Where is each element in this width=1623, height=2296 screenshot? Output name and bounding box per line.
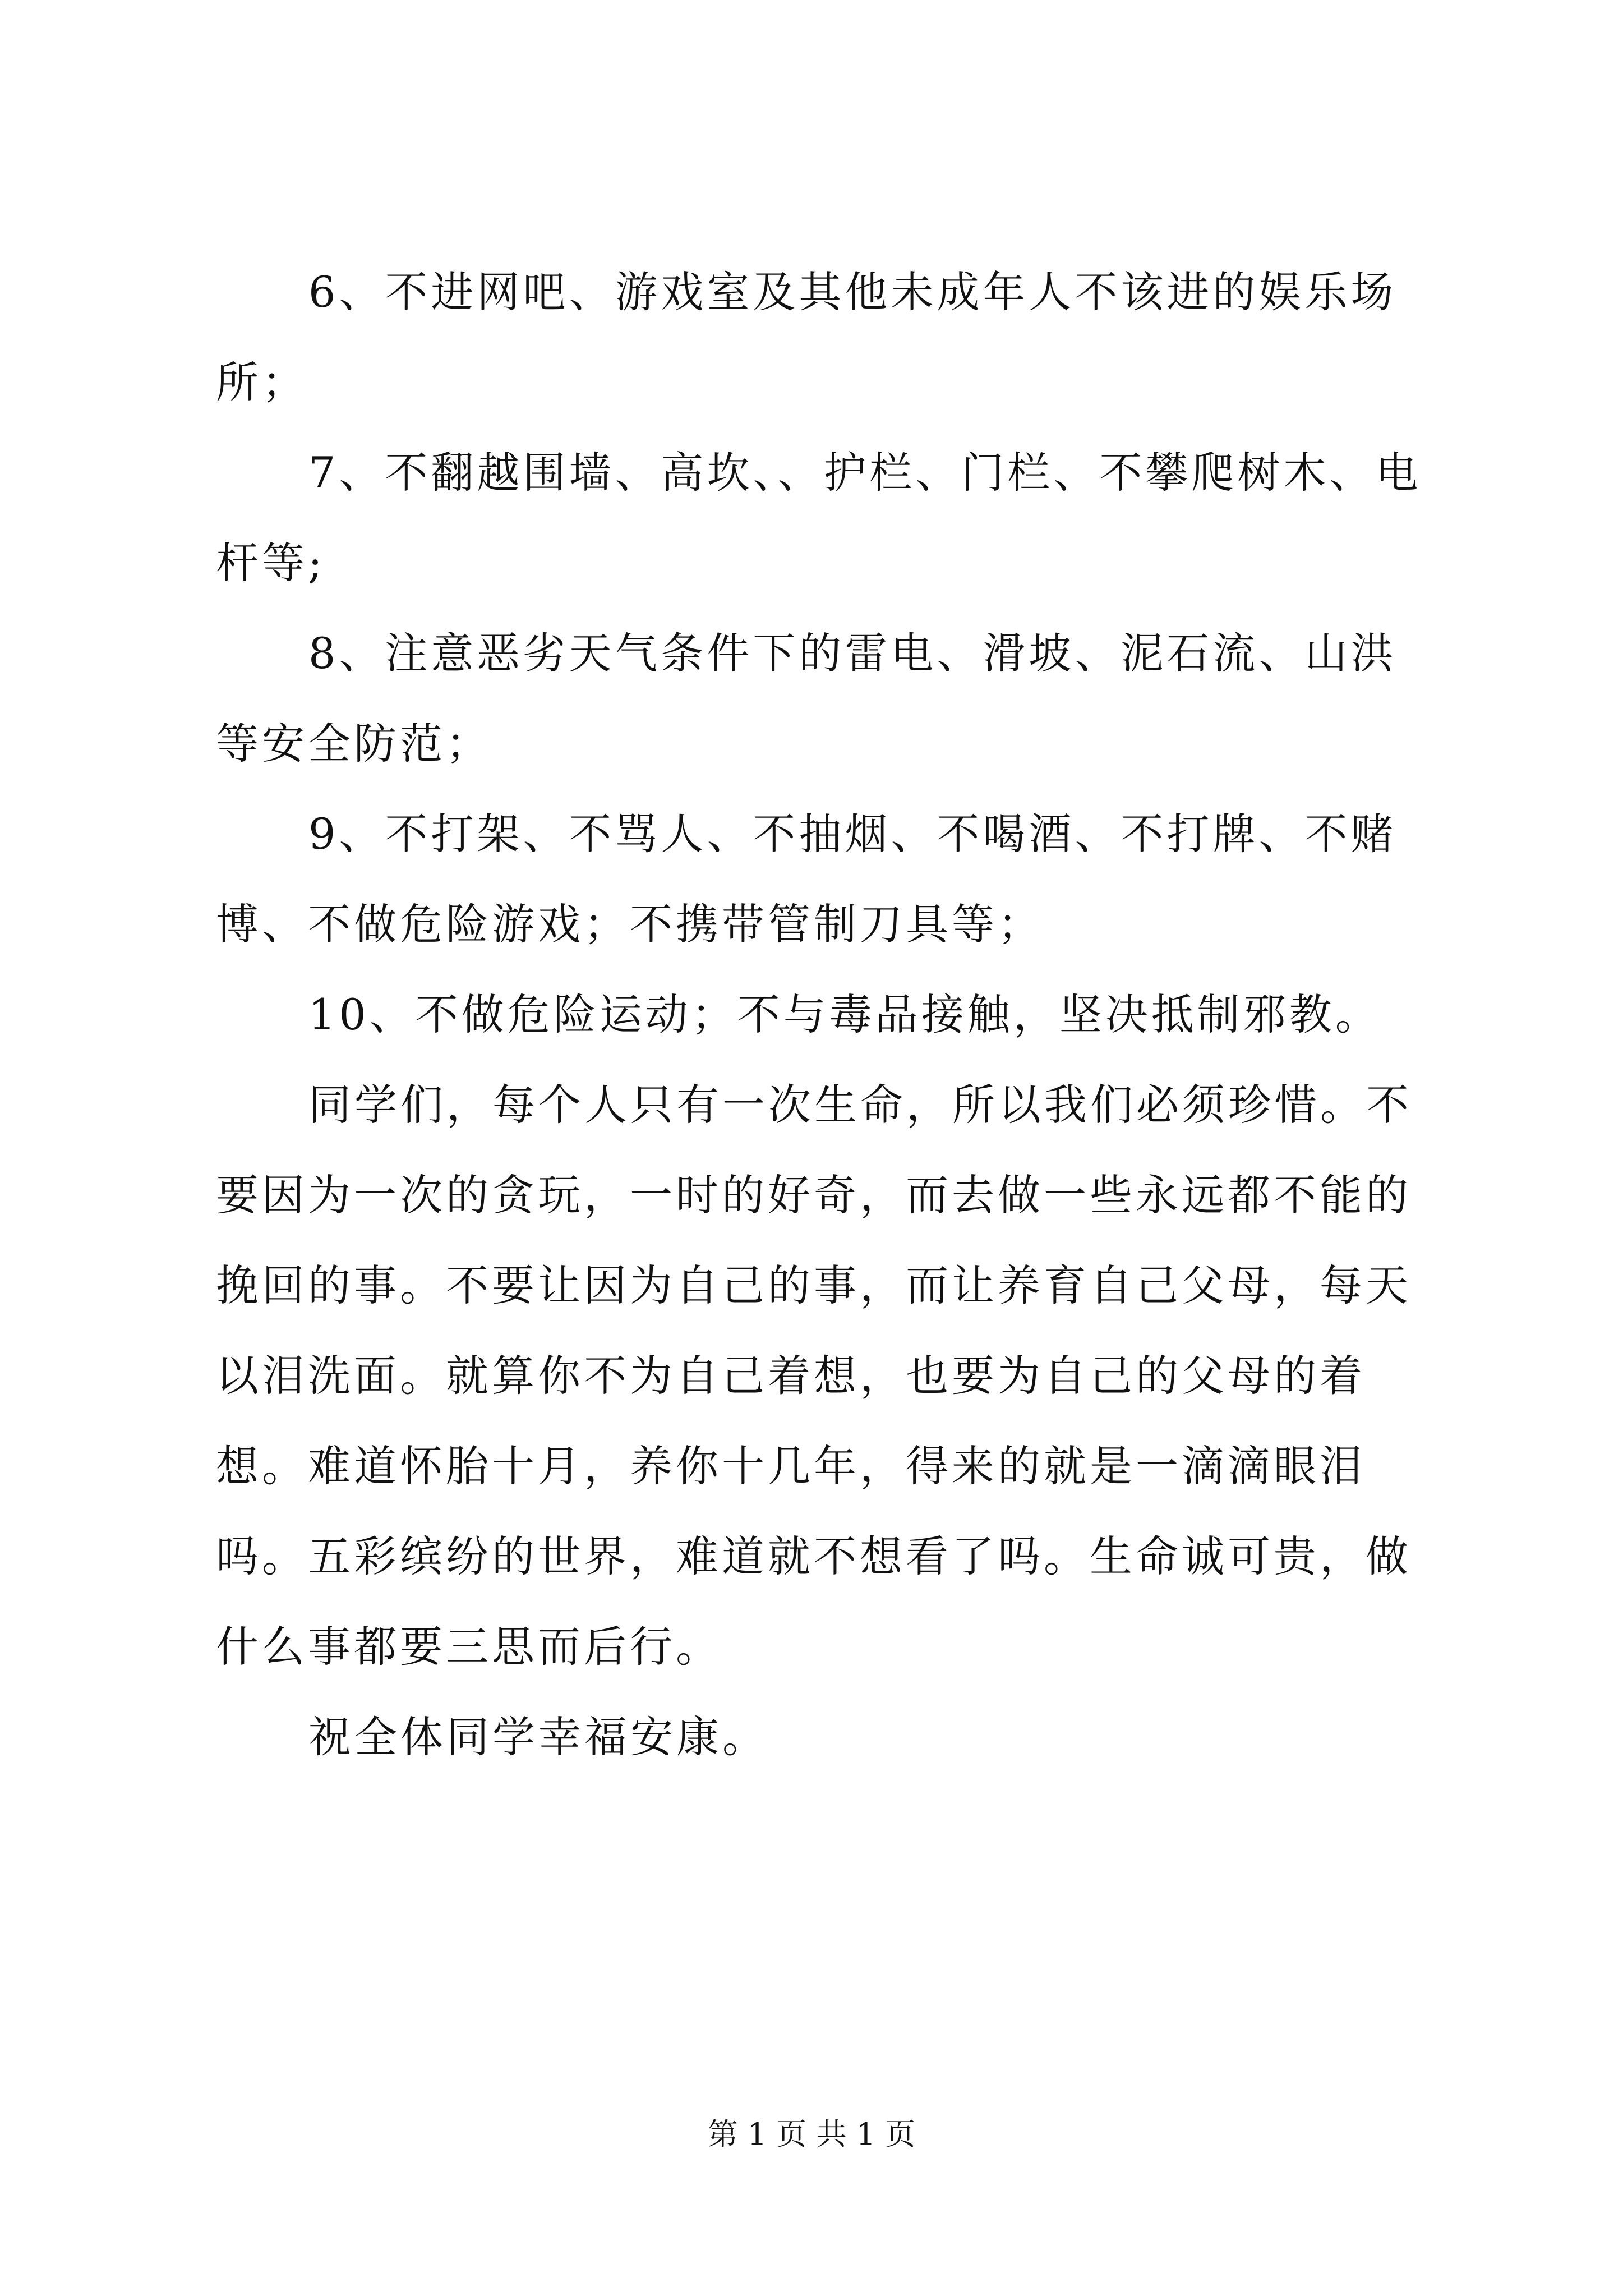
rule-item-9: 9、不打架、不骂人、不抽烟、不喝酒、不打牌、不赌博、不做危险游戏；不携带管制刀具等； (216, 809, 1397, 949)
rule-item-7: 7、不翻越围墙、高坎、、护栏、门栏、不攀爬树木、电杆等; (216, 448, 1422, 588)
message-paragraph: 同学们，每个人只有一次生命，所以我们必须珍惜。不要因为一次的贪玩，一时的好奇，而去做一些永远都不能的挽回的事。不要让因为自己的事，而让养育自己父母，每天以泪洗面。就算你不为自己着想，也要为自己的父母的着想。难道怀胎十月，养你十几年，得来的就是一滴滴眼泪吗。五彩缤纷的世界，难道就不想看了吗。生命诚可贵，做什么事都要三思而后行。 (216, 1080, 1412, 1672)
closing-wish: 祝全体同学幸福安康。 (308, 1712, 768, 1762)
page-number-footer: 第 1 页 共 1 页 (707, 2116, 916, 2152)
document-body (216, 247, 1438, 1782)
rule-item-8: 8、注意恶劣天气条件下的雷电、滑坡、泥石流、山洪等安全防范； (216, 628, 1397, 769)
rule-item-10: 10、不做危险运动；不与毒品接触，坚决抵制邪教。 (308, 990, 1381, 1039)
rule-item-6: 6、不进网吧、游戏室及其他未成年人不该进的娱乐场所； (216, 267, 1397, 407)
